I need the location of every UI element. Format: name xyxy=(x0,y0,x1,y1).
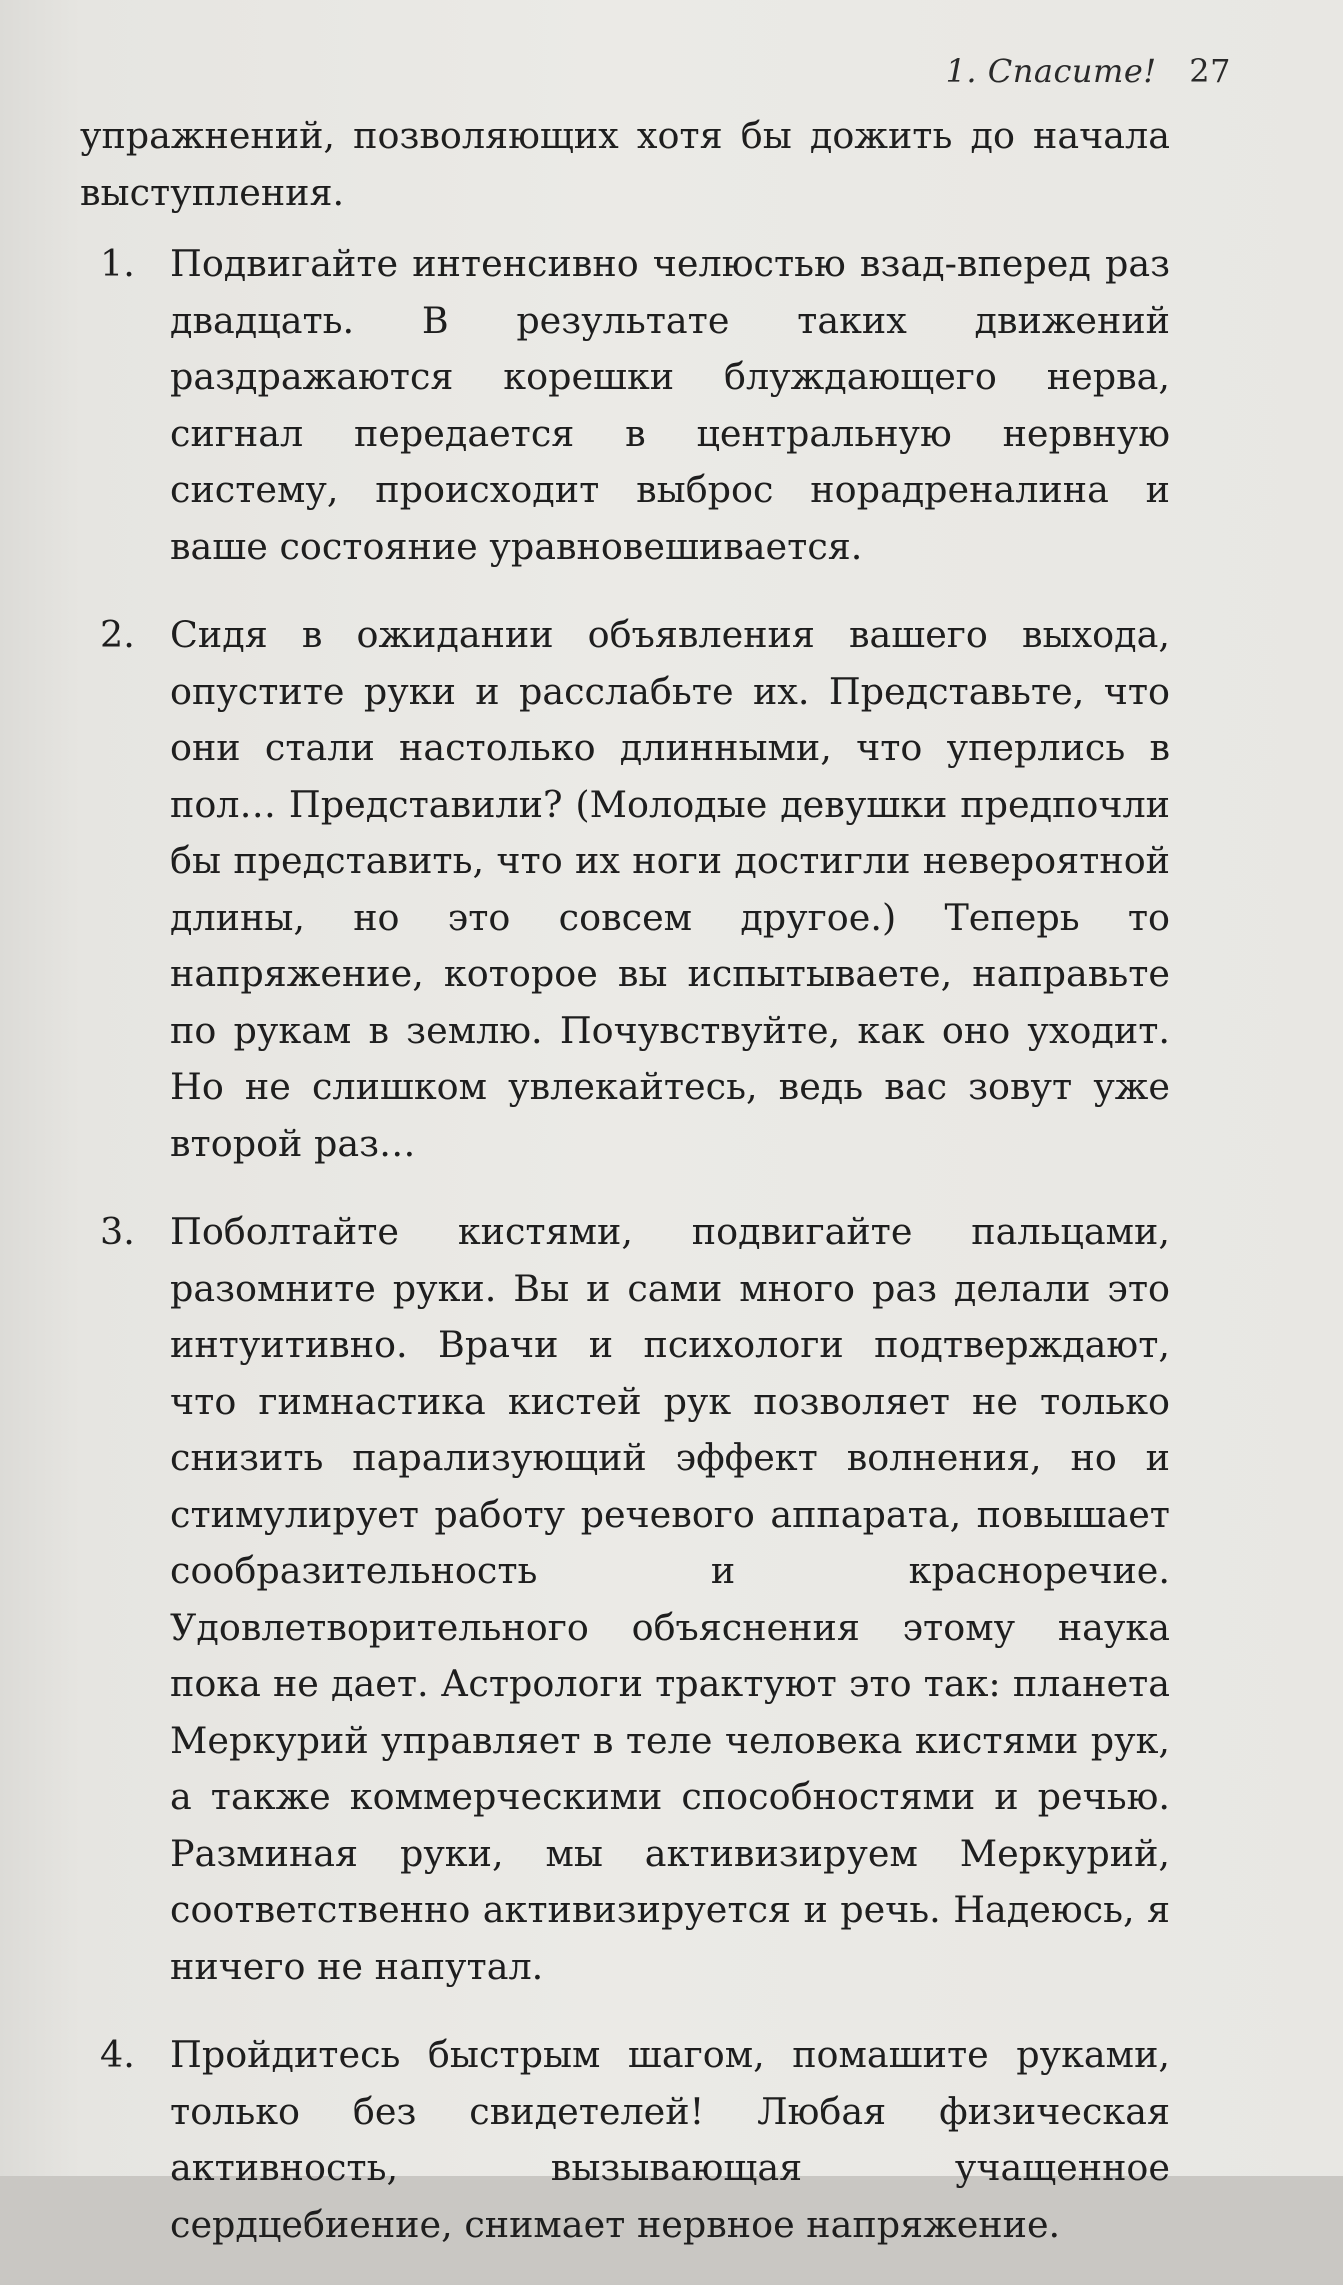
item-text: Подвигайте интенсивно челюстью взад-вперед раз двадцать. В результате таких движений раздражаются корешки блуждающего нерва, сигнал передается в центральную нервную систему, происходит выброс норадреналина и ваше состояние уравновешивается. xyxy=(170,242,1170,568)
list-item xyxy=(80,1204,1170,1995)
item-text: Поболтайте кистями, подвигайте пальцами, разомните руки. Вы и сами много раз делали это интуитивно. Врачи и психологи подтверждают, что гимнастика кистей рук позволяет не только снизить парализующий эффект волнения, но и стимулирует работу речевого аппарата, повышает сообразительность и красноречие. Удовлетворительного объяснения этому наука пока не дает. Астрологи трактуют это так: планета Меркурий управляет в теле человека кистями рук, а также коммерческими способностями и речью. Разминая руки, мы активизируем Меркурий, соответственно активизируется и речь. Надеюсь, я ничего не напутал. xyxy=(170,1210,1170,1988)
page-number: 27 xyxy=(1189,52,1231,90)
item-text: Пройдитесь быстрым шагом, помашите руками, только без свидетелей! Любая физическая активность, вызывающая учащенное сердцебиение, снимает нервное напряжение. xyxy=(170,2033,1170,2246)
running-head xyxy=(946,52,1231,90)
exercise-list xyxy=(80,236,1170,2285)
list-item xyxy=(80,2027,1170,2253)
item-number: 4. xyxy=(100,2033,135,2076)
list-item xyxy=(80,236,1170,575)
item-text: Сидя в ожидании объявления вашего выхода, опустите руки и расслабьте их. Представьте, что они стали настолько длинными, что уперлись в пол… Представили? (Молодые девушки предпочли бы представить, что их ноги достигли невероятной длины, но это совсем другое.) Теперь то напряжение, которое вы испытываете, направьте по рукам в землю. Почувствуйте, как оно уходит. Но не слишком увлекайтесь, ведь вас зовут уже второй раз… xyxy=(170,613,1170,1165)
chapter-title: 1. Спасите! xyxy=(945,52,1157,90)
list-item xyxy=(80,607,1170,1172)
item-number: 2. xyxy=(100,613,135,656)
item-number: 3. xyxy=(100,1210,135,1253)
item-number: 1. xyxy=(100,242,135,285)
intro-paragraph: упражнений, позволяющих хотя бы дожить до начала выступления. xyxy=(80,114,1170,214)
